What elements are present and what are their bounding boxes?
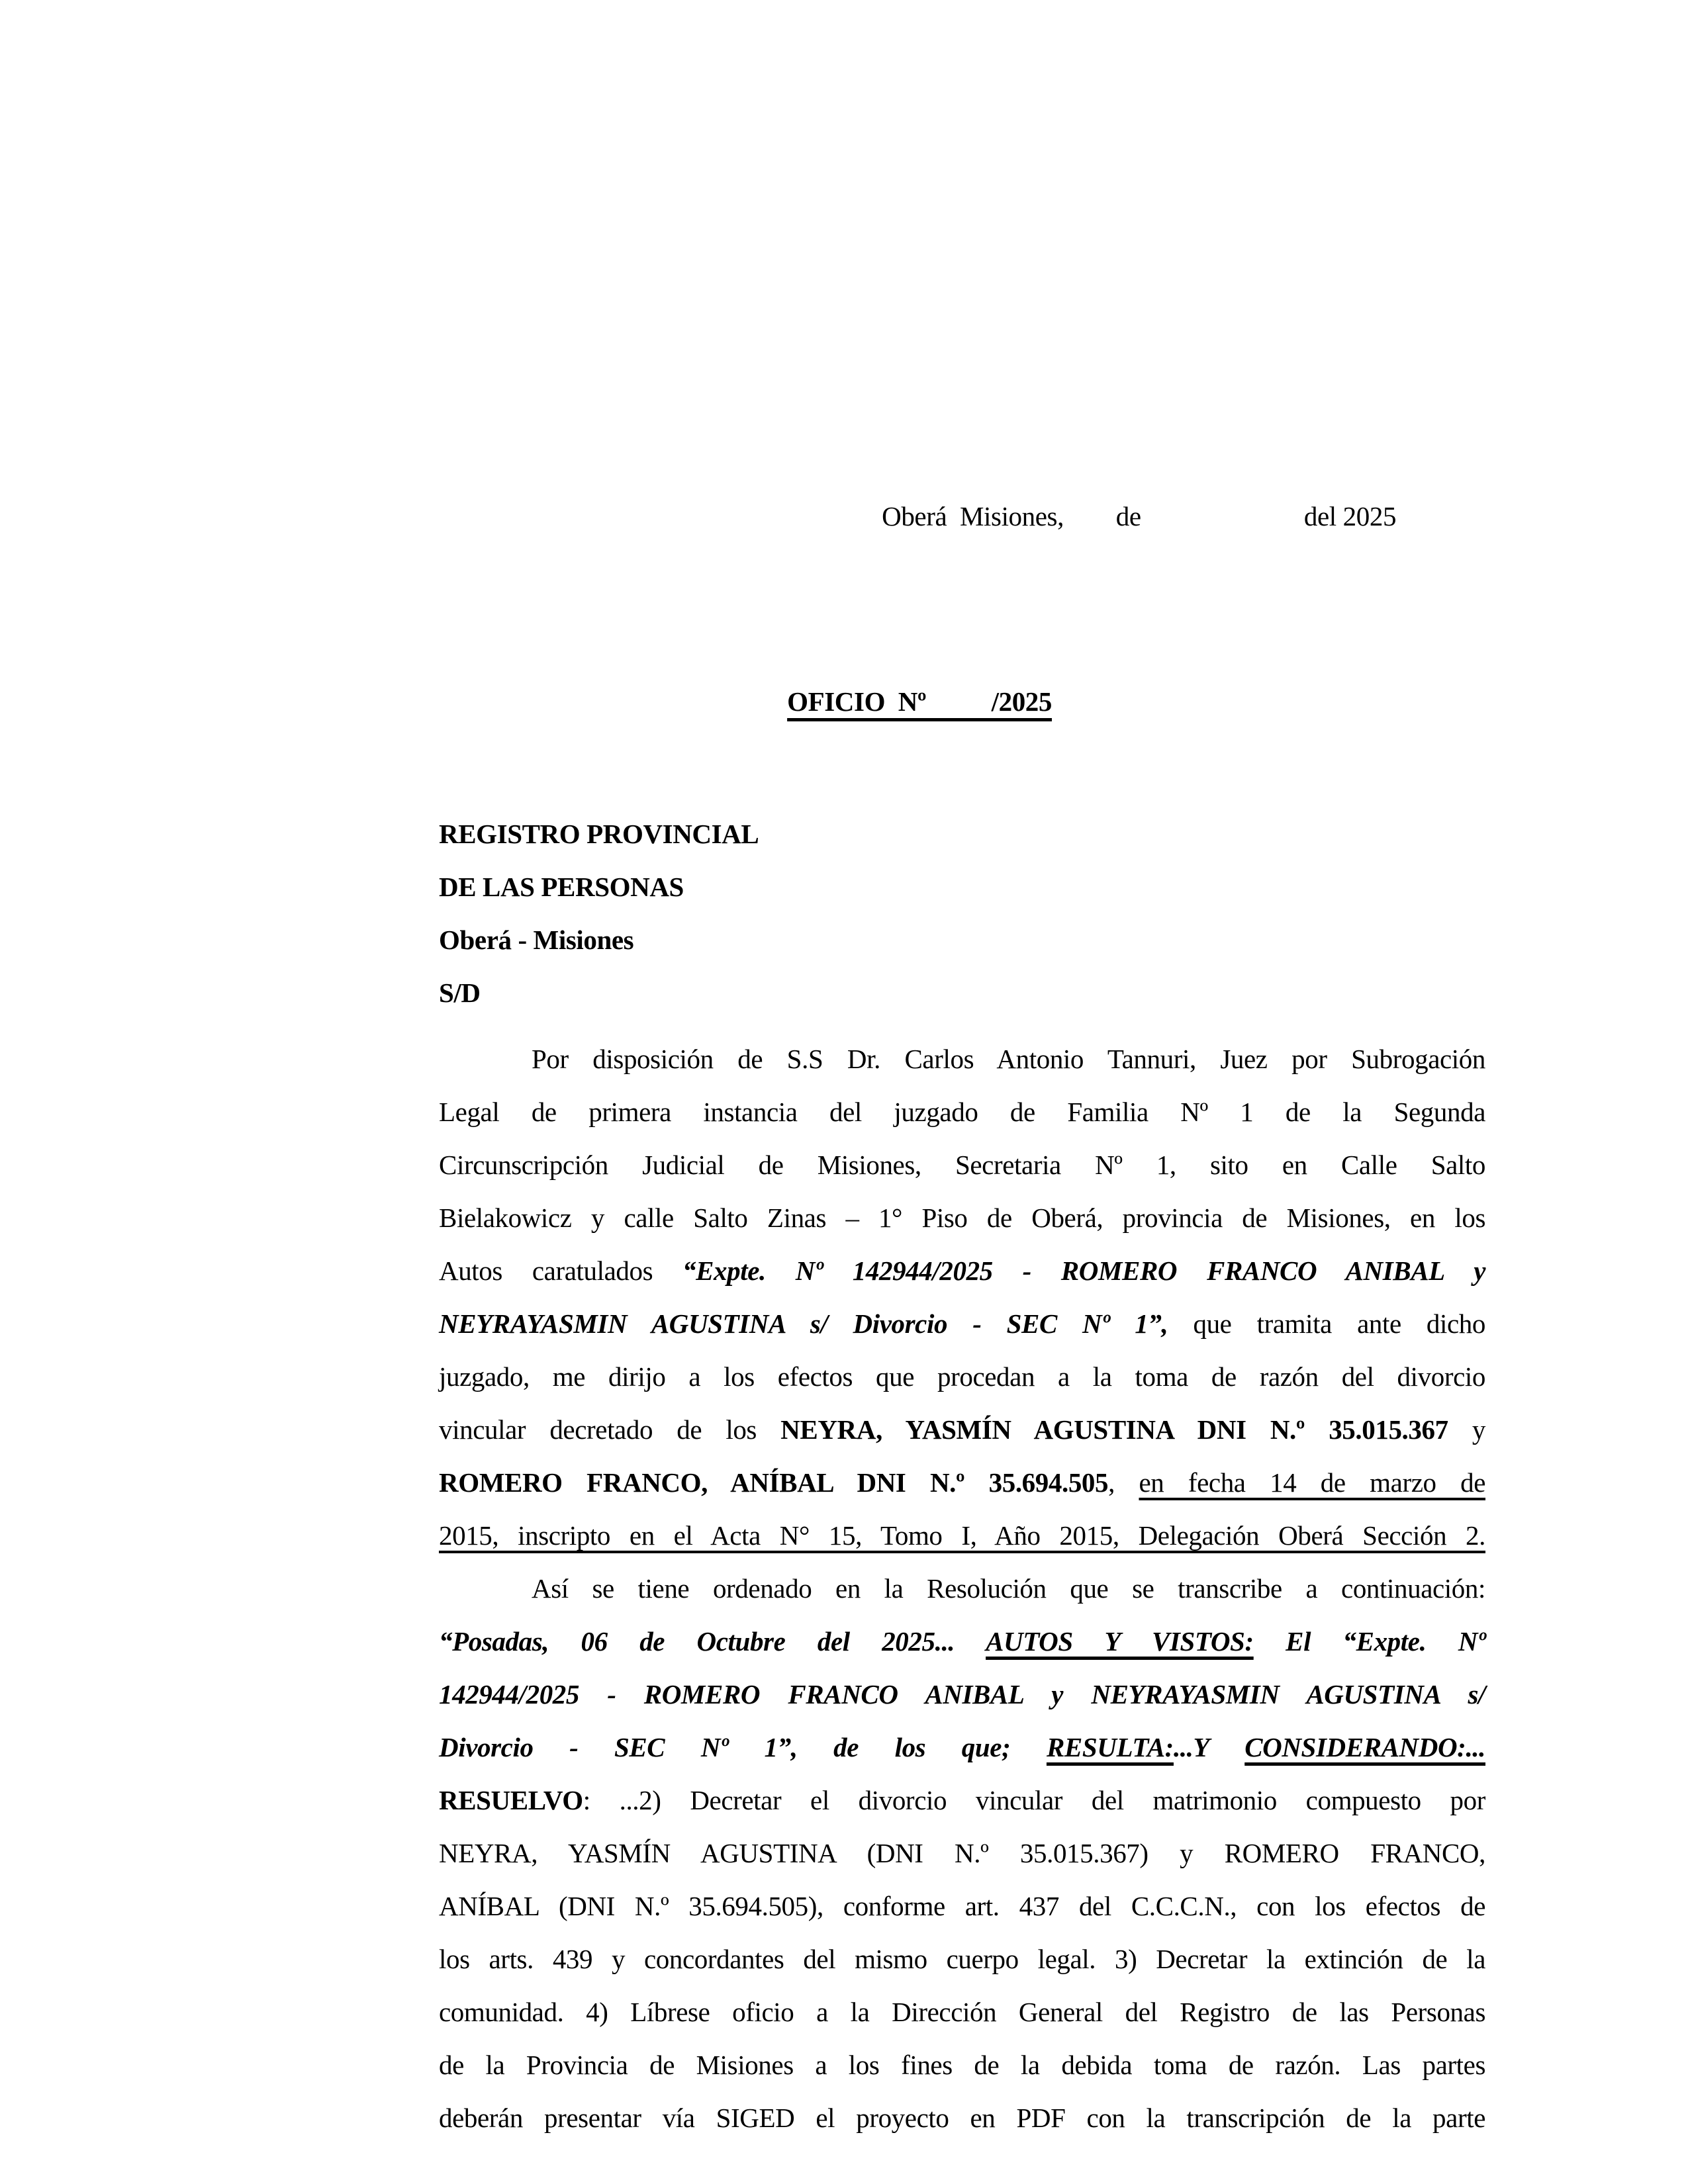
text-run: RESUELVO	[439, 1785, 583, 1815]
text-run: Divorcio - SEC Nº 1”, de los que;	[439, 1732, 1047, 1762]
text-run: y	[1448, 1414, 1486, 1445]
text-run: : ...2) Decretar el divorcio vincular del matrimonio compuesto por	[583, 1785, 1485, 1815]
addressee-line-sd: S/D	[439, 978, 481, 1008]
body-line	[439, 1721, 1485, 1774]
text-run: Bielakowicz y calle Salto Zinas – 1° Piso de Oberá, provincia de Misiones, en los	[439, 1203, 1485, 1233]
text-run: que tramita ante dicho	[1168, 1308, 1485, 1339]
text-run: ,	[1108, 1467, 1139, 1498]
oficio-heading	[439, 622, 1485, 781]
body-line	[439, 1668, 1485, 1721]
text-run: NEYRA, YASMÍN AGUSTINA (DNI N.º 35.015.367) y ROMERO FRANCO,	[439, 1838, 1485, 1868]
text-run: juzgado, me dirijo a los efectos que procedan a la toma de razón del divorcio	[439, 1361, 1485, 1392]
body-line	[439, 1827, 1485, 1880]
text-run: vincular decretado de los	[439, 1414, 781, 1445]
addressee-line-personas: DE LAS PERSONAS	[439, 872, 684, 902]
text-run: comunidad. 4) Líbrese oficio a la Dirección General del Registro de las Personas	[439, 1997, 1485, 2027]
text-run: en fecha 14 de marzo de	[1139, 1467, 1485, 1498]
body-line	[439, 1774, 1485, 1827]
body-line	[439, 1191, 1485, 1244]
text-run: Autos caratulados	[439, 1255, 683, 1286]
text-run: 2015, inscripto en el Acta N° 15, Tomo I, Año 2015, Delegación Oberá Sección 2.	[439, 1520, 1485, 1551]
text-run: ...Y	[1173, 1732, 1245, 1762]
text-run: Por disposición de S.S Dr. Carlos Antonio Tannuri, Juez por Subrogación	[532, 1044, 1485, 1074]
text-run: “Posadas, 06 de Octubre del 2025...	[439, 1626, 986, 1657]
body-line	[439, 1350, 1485, 1403]
body-line	[439, 1985, 1485, 2038]
date-line-text: Oberá Misiones, de del 2025	[882, 501, 1397, 531]
body-line	[439, 1456, 1485, 1509]
document-content	[439, 437, 1485, 2144]
text-run: Legal de primera instancia del juzgado de Familia Nº 1 de la Segunda	[439, 1097, 1485, 1127]
addressee-line-registro: REGISTRO PROVINCIAL	[439, 819, 759, 849]
text-run: ANÍBAL (DNI N.º 35.694.505), conforme art. 437 del C.C.C.N., con los efectos de	[439, 1891, 1485, 1921]
body-line	[439, 1032, 1485, 1085]
oficio-heading-text: OFICIO Nº /2025	[787, 686, 1052, 717]
body-line	[439, 1085, 1485, 1138]
addressee-block	[439, 807, 1485, 1019]
text-run: RESULTA:	[1046, 1732, 1174, 1762]
body-line	[439, 1509, 1485, 1562]
body-line	[439, 1403, 1485, 1456]
body-line	[439, 1562, 1485, 1615]
text-run: Así se tiene ordenado en la Resolución que se transcribe a continuación:	[532, 1573, 1485, 1604]
text-run: ROMERO FRANCO, ANÍBAL DNI N.º 35.694.505	[439, 1467, 1109, 1498]
body-line	[439, 1880, 1485, 1933]
text-run: AUTOS Y VISTOS:	[986, 1626, 1254, 1657]
text-run: NEYRA, YASMÍN AGUSTINA DNI N.º 35.015.367	[780, 1414, 1448, 1445]
body-line	[439, 2091, 1485, 2144]
text-run: Circunscripción Judicial de Misiones, Secretaria Nº 1, sito en Calle Salto	[439, 1150, 1485, 1180]
body-line	[439, 2038, 1485, 2091]
text-run: los arts. 439 y concordantes del mismo cuerpo legal. 3) Decretar la extinción de la	[439, 1944, 1485, 1974]
text-run: CONSIDERANDO:...	[1244, 1732, 1485, 1762]
body-line	[439, 1615, 1485, 1668]
addressee-line-city: Oberá - Misiones	[439, 925, 634, 955]
date-line	[439, 437, 1485, 596]
body-line	[439, 1297, 1485, 1350]
document-body	[439, 1032, 1485, 2144]
body-line	[439, 1244, 1485, 1297]
text-run: NEYRAYASMIN AGUSTINA s/ Divorcio - SEC Nº 1”,	[439, 1308, 1168, 1339]
body-line	[439, 1138, 1485, 1191]
body-line	[439, 1933, 1485, 1985]
text-run: de la Provincia de Misiones a los fines de la debida toma de razón. Las partes	[439, 2050, 1485, 2080]
text-run: “Expte. Nº 142944/2025 - ROMERO FRANCO ANIBAL y	[682, 1255, 1485, 1286]
text-run: 142944/2025 - ROMERO FRANCO ANIBAL y NEYRAYASMIN AGUSTINA s/	[439, 1679, 1485, 1709]
text-run: deberán presentar vía SIGED el proyecto en PDF con la transcripción de la parte	[439, 2103, 1485, 2133]
text-run: El “Expte. Nº	[1253, 1626, 1485, 1657]
